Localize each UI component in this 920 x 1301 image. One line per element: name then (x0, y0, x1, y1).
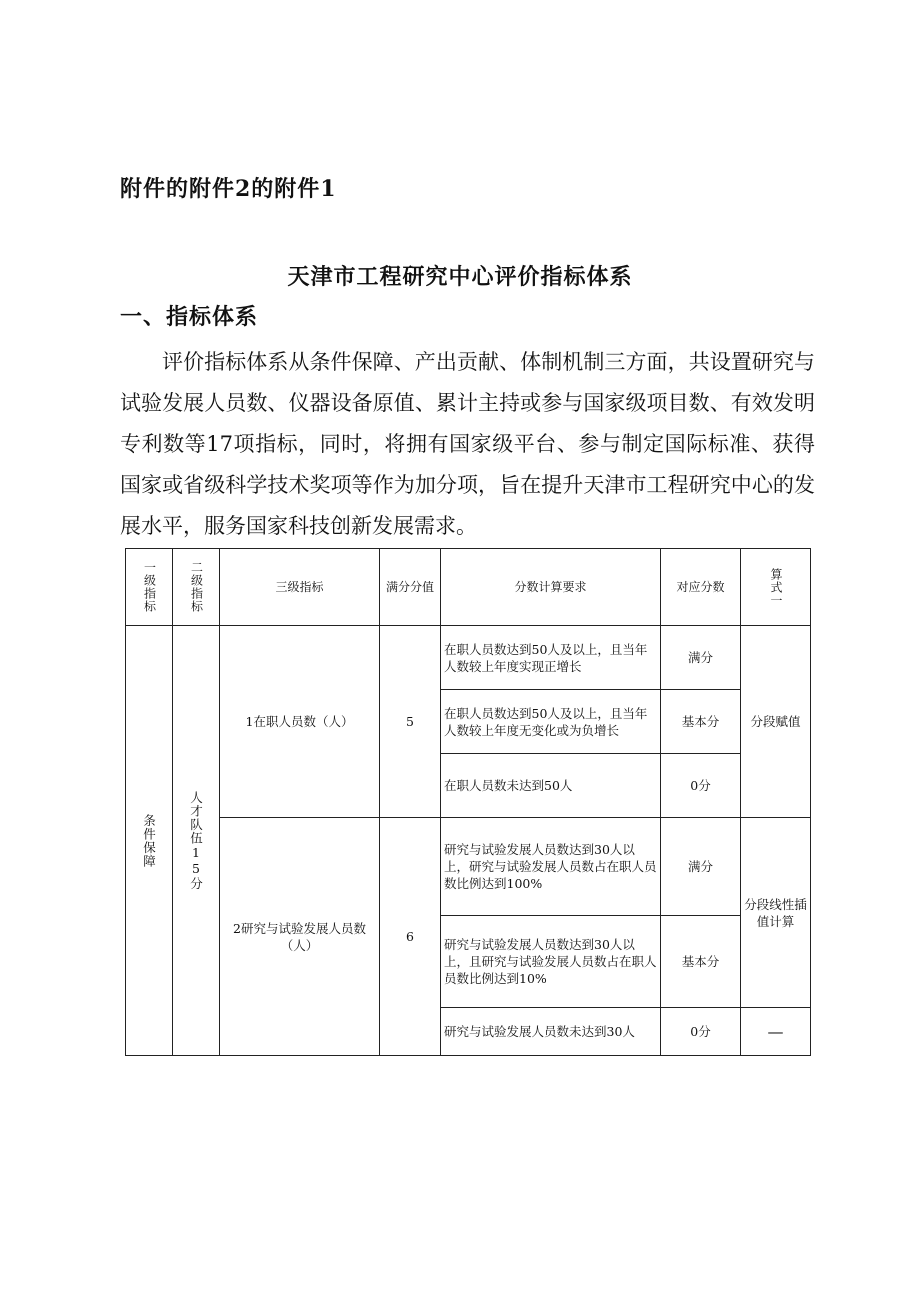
level1-cell: 条件保障 (126, 626, 173, 1056)
header-requirement: 分数计算要求 (441, 549, 661, 626)
score-cell: 0分 (661, 754, 741, 818)
score-cell: 0分 (661, 1008, 741, 1056)
requirement-cell: 研究与试验发展人员数达到30人以上，且研究与试验发展人员数占在职人员数比例达到10% (441, 916, 661, 1008)
requirement-cell: 在职人员数未达到50人 (441, 754, 661, 818)
method-cell: — (741, 1008, 811, 1056)
requirement-cell: 研究与试验发展人员数达到30人以上，研究与试验发展人员数占在职人员数比例达到100% (441, 818, 661, 916)
header-method: 算式一 (741, 549, 811, 626)
score-cell: 基本分 (661, 916, 741, 1008)
method-cell: 分段线性插值计算 (741, 818, 811, 1008)
table-row (126, 818, 811, 916)
header-level2: 二级指标 (173, 549, 220, 626)
score-cell: 满分 (661, 818, 741, 916)
table-row (126, 626, 811, 690)
intro-paragraph: 评价指标体系从条件保障、产出贡献、体制机制三方面，共设置研究与试验发展人员数、仪器设备原值、累计主持或参与国家级项目数、有效发明专利数等17项指标，同时，将拥有国家级平台、参与制定国际标准、获得国家或省级科学技术奖项等作为加分项，旨在提升天津市工程研究中心的发展水平，服务国家科技创新发展需求。 (120, 350, 815, 538)
header-score: 对应分数 (661, 549, 741, 626)
indicator-table (125, 548, 811, 1056)
method-cell: 分段赋值 (741, 626, 811, 818)
score-cell: 满分 (661, 626, 741, 690)
indicator-name: 1在职人员数（人） (220, 626, 380, 818)
section-heading: 一、指标体系 (120, 304, 259, 330)
requirement-cell: 在职人员数达到50人及以上，且当年人数较上年度无变化或为负增长 (441, 690, 661, 754)
requirement-cell: 在职人员数达到50人及以上，且当年人数较上年度实现正增长 (441, 626, 661, 690)
table-header-row (126, 549, 811, 626)
level2-cell: 人才队伍15分 (173, 626, 220, 1056)
indicator-full-score: 5 (380, 626, 441, 818)
document-title: 天津市工程研究中心评价指标体系 (287, 264, 633, 290)
requirement-cell: 研究与试验发展人员数未达到30人 (441, 1008, 661, 1056)
score-cell: 基本分 (661, 690, 741, 754)
header-level1: 一级指标 (126, 549, 173, 626)
indicator-name: 2研究与试验发展人员数（人） (220, 818, 380, 1056)
header-full-score: 满分分值 (380, 549, 441, 626)
indicator-full-score: 6 (380, 818, 441, 1056)
header-level3: 三级指标 (220, 549, 380, 626)
attachment-label: 附件的附件2的附件1 (120, 176, 337, 202)
